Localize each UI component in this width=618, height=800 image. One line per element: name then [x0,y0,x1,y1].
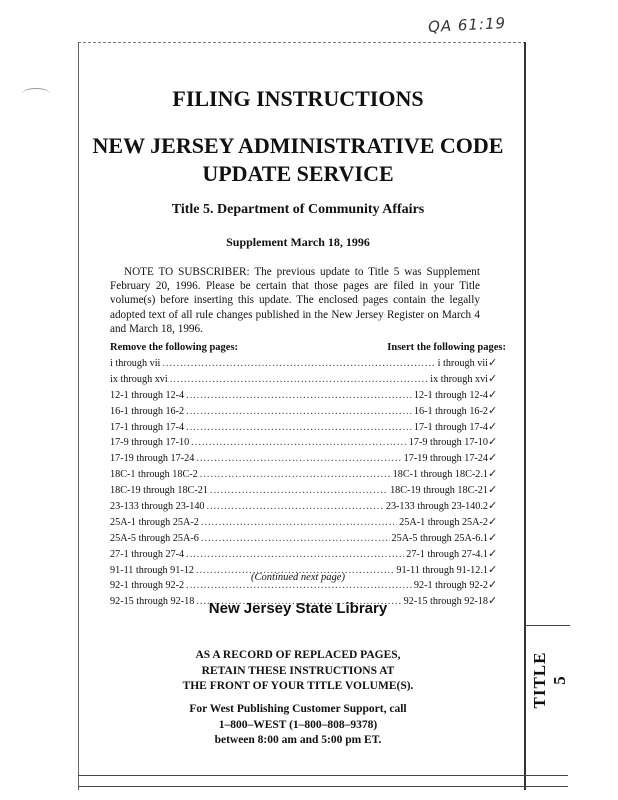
continued-note: (Continued next page) [251,572,345,583]
remove-pages: 23-133 through 23-140 [110,501,205,513]
insert-pages: 18C-1 through 18C-2.1 [392,469,488,481]
tab-divider [524,625,570,626]
insert-pages: 17-19 through 17-24 [403,453,488,465]
frame-bottom-border-2 [78,786,568,787]
library-stamp: New Jersey State Library [208,600,388,617]
check-mark-icon: ✓ [488,579,498,592]
table-row [110,356,506,372]
remove-pages: 27-1 through 27-4 [110,548,185,560]
leader-dots [201,533,390,544]
leader-dots [186,406,412,417]
retain-line-3: THE FRONT OF YOUR TITLE VOLUME(S). [182,680,414,692]
code-heading-line-2: UPDATE SERVICE [202,161,394,186]
support-phone: 1–800–WEST (1–800–808–9378) [218,718,378,731]
check-mark-icon: ✓ [488,500,498,513]
insert-pages: 25A-1 through 25A-2 [399,516,488,528]
remove-pages: i through vii [110,358,161,369]
check-mark-icon: ✓ [488,468,498,481]
insert-header: Insert the following pages: [387,342,506,353]
remove-pages: 16-1 through 16-2 [110,405,185,417]
title-section-heading: Title 5. Department of Community Affairs [171,202,425,217]
remove-pages: 17-19 through 17-24 [110,453,195,465]
table-row [110,515,506,531]
insert-pages: ix through xvi [430,373,488,385]
support-line-1: For West Publishing Customer Support, call [189,703,407,715]
frame-left-border [78,42,79,790]
insert-pages: 16-1 through 16-2 [413,405,488,417]
leader-dots [201,517,397,528]
table-row [110,531,506,547]
handwritten-note: QA 61:19 [427,13,507,37]
leader-dots [200,469,391,480]
remove-pages: ix through xvi [110,373,168,385]
remove-pages: 25A-1 through 25A-2 [110,516,199,528]
table-row [110,388,506,404]
check-mark-icon: ✓ [488,452,498,465]
insert-pages: 23-133 through 23-140.2 [385,501,488,513]
left-margin-mark [22,88,50,99]
insert-pages: i through vii [437,358,488,369]
check-mark-icon: ✓ [488,547,498,560]
insert-pages: 18C-19 through 18C-21 [390,485,488,497]
page-title: FILING INSTRUCTIONS [172,86,424,111]
frame-top-border [78,42,526,43]
insert-pages: 91-11 through 91-12.1 [396,564,488,576]
remove-pages: 92-1 through 92-2 [110,580,185,592]
table-row [110,483,506,499]
table-row [110,467,506,483]
remove-pages: 18C-1 through 18C-2 [110,469,198,481]
insert-pages: 27-1 through 27-4.1 [406,548,488,560]
insert-pages: 17-9 through 17-10 [408,437,488,449]
leader-dots [196,453,401,464]
supplement-date: Supplement March 18, 1996 [226,235,370,249]
check-mark-icon: ✓ [488,388,498,401]
code-heading [88,132,508,188]
check-mark-icon: ✓ [488,563,498,576]
leader-dots [207,501,384,512]
table-row [110,435,506,451]
title-tab-label: TITLE 5 [530,651,569,709]
insert-pages: 25A-5 through 25A-6.1 [391,532,488,544]
check-mark-icon: ✓ [488,484,498,497]
leader-dots [162,358,435,369]
insert-pages: 17-1 through 17-4 [413,421,488,433]
leader-dots [210,485,388,496]
check-mark-icon: ✓ [488,404,498,417]
remove-pages: 25A-5 through 25A-6 [110,532,199,544]
leader-dots [170,374,429,385]
pages-table-header [110,342,506,353]
frame-bottom-border [78,775,568,776]
leader-dots [186,390,412,401]
retain-instructions [88,648,508,695]
leader-dots [186,549,404,560]
retain-line-2: RETAIN THESE INSTRUCTIONS AT [201,664,395,677]
code-heading-line-1: NEW JERSEY ADMINISTRATIVE CODE [92,133,504,158]
check-mark-icon: ✓ [488,531,498,544]
insert-pages: 12-1 through 12-4 [413,389,488,401]
remove-pages: 17-9 through 17-10 [110,437,190,449]
leader-dots [186,422,412,433]
remove-pages: 12-1 through 12-4 [110,389,185,401]
customer-support [88,702,508,749]
insert-pages: 92-1 through 92-2 [413,580,488,592]
remove-pages: 91-11 through 91-12 [110,564,194,576]
table-row [110,420,506,436]
check-mark-icon: ✓ [488,420,498,433]
insert-pages: 92-15 through 92-18 [403,596,488,608]
remove-header: Remove the following pages: [110,342,239,353]
table-row [110,451,506,467]
leader-dots [191,437,407,448]
check-mark-icon: ✓ [488,357,498,369]
support-hours: between 8:00 am and 5:00 pm ET. [214,734,382,746]
check-mark-icon: ✓ [488,372,498,385]
table-row [110,372,506,388]
table-row [110,499,506,515]
remove-pages: 17-1 through 17-4 [110,421,185,433]
remove-pages: 18C-19 through 18C-21 [110,485,208,497]
remove-pages: 92-15 through 92-18 [110,596,195,608]
table-row [110,404,506,420]
check-mark-icon: ✓ [488,436,498,449]
subscriber-note: NOTE TO SUBSCRIBER: The previous update to Title 5 was Supplement February 20, 1996. Please be certain that those pages are filed in your Title volume(s) before inserting this update. The enclosed pages contain the legally adopted text of all rule changes published in the New Jersey Register on March 4 and March 18, 1996. [110,266,480,335]
retain-line-1: AS A RECORD OF REPLACED PAGES, [195,649,401,661]
check-mark-icon: ✓ [488,595,498,608]
check-mark-icon: ✓ [488,515,498,528]
table-row [110,547,506,563]
frame-right-border [524,42,526,790]
